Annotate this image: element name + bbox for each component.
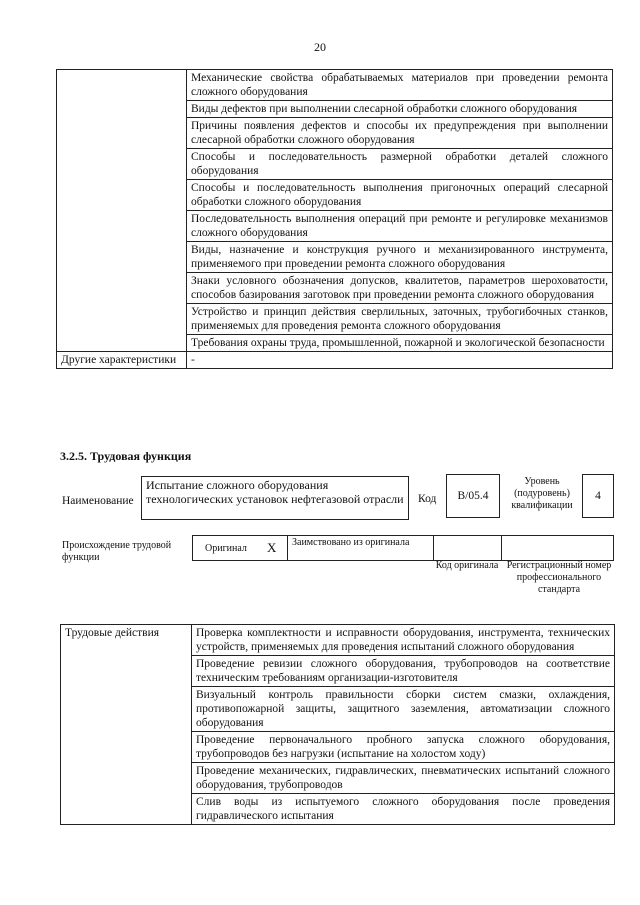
code-caption: Код оригинала xyxy=(435,560,499,571)
action-cell: Проведение ревизии сложного оборудования, трубопроводов на соответствие техническим требованиям организации-изготовителя xyxy=(192,656,615,687)
knowledge-cell: Знаки условного обозначения допусков, квалитетов, параметров шероховатости, способов базирования заготовок при проведении ремонта сложного оборудования xyxy=(187,273,613,304)
empty-label-cell xyxy=(57,70,187,352)
actions-label: Трудовые действия xyxy=(61,625,192,825)
code-value-box: B/05.4 xyxy=(446,474,500,518)
table-row xyxy=(57,70,613,101)
action-cell: Проверка комплектности и исправности оборудования, инструмента, технических устройств, применяемых для проведения испытаний сложного оборудования xyxy=(192,625,615,656)
table-row xyxy=(57,352,613,369)
knowledge-cell: Причины появления дефектов и способы их предупреждения при выполнении слесарной обработки сложного оборудования xyxy=(187,118,613,149)
action-cell: Слив воды из испытуемого сложного оборудования после проведения гидравлического испытания xyxy=(192,794,615,825)
table-row xyxy=(61,625,615,656)
level-label: Уровень (подуровень) квалификации xyxy=(511,476,573,511)
knowledge-table xyxy=(56,69,613,369)
divider xyxy=(287,536,288,560)
action-cell: Проведение механических, гидравлических, пневматических испытаний сложного оборудования, трубопроводов xyxy=(192,763,615,794)
other-characteristics-label: Другие характеристики xyxy=(57,352,187,369)
knowledge-cell: Требования охраны труда, промышленной, пожарной и экологической безопасности xyxy=(187,335,613,352)
knowledge-cell: Виды дефектов при выполнении слесарной обработки сложного оборудования xyxy=(187,101,613,118)
page-number: 20 xyxy=(314,40,326,54)
function-name-box: Испытание сложного оборудования технологических установок нефтегазовой отрасли xyxy=(141,476,409,520)
reg-caption: Регистрационный номер профессионального стандарта xyxy=(506,560,612,595)
name-label: Наименование xyxy=(62,495,134,507)
section-heading: 3.2.5. Трудовая функция xyxy=(60,449,192,463)
actions-table xyxy=(60,624,615,825)
knowledge-cell: Устройство и принцип действия сверлильных, заточных, трубогибочных станков, применяемых для проведения ремонта сложного оборудования xyxy=(187,304,613,335)
knowledge-cell: Способы и последовательность размерной обработки деталей сложного оборудования xyxy=(187,149,613,180)
borrowed-label: Заимствовано из оригинала xyxy=(292,537,410,548)
level-value-box: 4 xyxy=(582,474,614,518)
origin-label: Происхождение трудовой функции xyxy=(62,540,172,563)
action-cell: Визуальный контроль правильности сборки систем смазки, охлаждения, противопожарной защиты, защитного заземления, автоматизации сложного оборудования xyxy=(192,687,615,732)
knowledge-cell: Последовательность выполнения операций при ремонте и регулировке механизмов сложного оборудования xyxy=(187,211,613,242)
origin-row xyxy=(192,535,614,561)
divider xyxy=(433,536,434,560)
original-label: Оригинал xyxy=(205,543,247,554)
action-cell: Проведение первоначального пробного запуска сложного оборудования, трубопроводов без нагрузки (испытание на холостом ходу) xyxy=(192,732,615,763)
knowledge-cell: Способы и последовательность выполнения пригоночных операций слесарной обработки сложного оборудования xyxy=(187,180,613,211)
original-mark: X xyxy=(267,540,277,555)
code-label: Код xyxy=(418,493,437,505)
divider xyxy=(501,536,502,560)
knowledge-cell: Виды, назначение и конструкция ручного и механизированного инструмента, применяемого при проведении ремонта сложного оборудования xyxy=(187,242,613,273)
knowledge-cell: Механические свойства обрабатываемых материалов при проведении ремонта сложного оборудования xyxy=(187,70,613,101)
other-characteristics-value: - xyxy=(187,352,613,369)
